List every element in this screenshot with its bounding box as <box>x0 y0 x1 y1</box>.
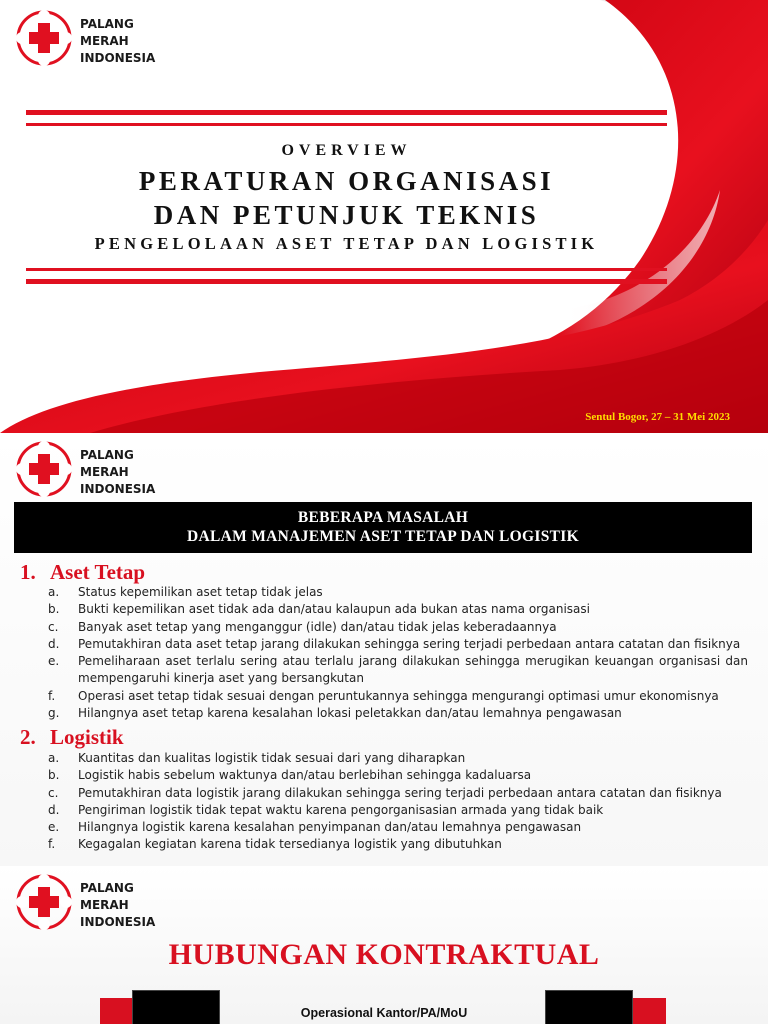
org-name-line: INDONESIA <box>80 51 156 65</box>
list-item <box>48 688 748 705</box>
org-name-line: MERAH <box>80 465 129 479</box>
list-item <box>48 584 748 601</box>
organization-name <box>80 441 155 498</box>
item-letter: g. <box>48 706 60 721</box>
organization-name <box>80 874 155 931</box>
section-heading-logistik <box>20 725 124 750</box>
item-text: Pemeliharaan aset terlalu sering atau terlalu jarang dilakukan sehingga merugikan keuangan organisasi dan mempengaruhi kinerja aset yang bersangkutan <box>78 654 748 686</box>
org-name-line: PALANG <box>80 881 134 895</box>
problems-slide <box>0 433 768 866</box>
item-text: Hilangnya aset tetap karena kesalahan lokasi peletakkan dan/atau lemahnya pengawasan <box>78 706 622 721</box>
subtitle: PENGELOLAAN ASET TETAP DAN LOGISTIK <box>94 234 599 253</box>
list-item <box>48 705 748 722</box>
item-letter: e. <box>48 820 60 835</box>
item-text: Banyak aset tetap yang menganggur (idle) dan/atau tidak jelas keberadaannya <box>78 619 557 634</box>
aset-tetap-list <box>48 584 748 722</box>
item-letter: d. <box>48 802 60 817</box>
item-text: Kegagalan kegiatan karena tidak tersedianya logistik yang dibutuhkan <box>78 837 502 852</box>
logistik-list <box>48 750 748 854</box>
cover-slide <box>0 0 768 433</box>
banner-line-2: DALAM MANAJEMEN ASET TETAP DAN LOGISTIK <box>187 528 579 545</box>
item-letter: a. <box>48 751 60 765</box>
org-name-line: PALANG <box>80 17 134 31</box>
section-number: 1. <box>20 560 36 584</box>
section-title: Logistik <box>50 725 124 749</box>
org-name-line: MERAH <box>80 898 129 912</box>
item-letter: e. <box>48 654 60 669</box>
list-item <box>48 653 748 688</box>
list-item <box>48 619 748 636</box>
pmi-logo <box>16 874 155 931</box>
item-letter: b. <box>48 602 60 617</box>
list-item <box>48 836 748 853</box>
red-cross-flower-icon <box>16 441 72 497</box>
item-text: Bukti kepemilikan aset tidak ada dan/atau kalaupun ada bukan atas nama organisasi <box>78 602 590 617</box>
list-item <box>48 767 748 784</box>
item-text: Operasi aset tetap tidak sesuai dengan peruntukannya sehingga mengurangi optimasi umur ekonomisnya <box>78 688 719 703</box>
item-letter: f. <box>48 837 56 852</box>
item-text: Pengiriman logistik tidak tepat waktu karena pengorganisasian armada yang tidak baik <box>78 802 604 817</box>
item-letter: c. <box>48 619 59 634</box>
pmi-logo <box>16 441 155 498</box>
list-item <box>48 601 748 618</box>
section-number: 2. <box>20 725 36 749</box>
list-item <box>48 750 748 767</box>
list-item <box>48 785 748 802</box>
item-letter: d. <box>48 636 60 651</box>
section-heading-aset-tetap <box>20 560 145 585</box>
item-text: Pemutakhiran data aset tetap jarang dilakukan sehingga sering terjadi perbedaan antara catatan dan fisiknya <box>78 636 741 651</box>
organization-name <box>80 10 155 67</box>
red-cross-flower-icon <box>16 10 72 66</box>
item-letter: f. <box>48 688 56 703</box>
list-item <box>48 819 748 836</box>
item-text: Hilangnya logistik karena kesalahan penyimpanan dan/atau lemahnya pengawasan <box>78 820 582 835</box>
divider-bottom-thin <box>26 268 667 271</box>
title-line-2: DAN PETUNJUK TEKNIS <box>153 200 540 230</box>
item-letter: c. <box>48 785 59 800</box>
item-text: Logistik habis sebelum waktunya dan/atau berlebihan sehingga kadaluarsa <box>78 768 532 783</box>
org-name-line: MERAH <box>80 34 129 48</box>
event-date-location: Sentul Bogor, 27 – 31 Mei 2023 <box>585 411 730 423</box>
item-letter: a. <box>48 585 60 599</box>
diagram-label: Operasional Kantor/PA/MoU <box>300 1006 468 1020</box>
section-title: Aset Tetap <box>50 560 146 584</box>
item-letter: b. <box>48 768 60 783</box>
pmi-logo <box>16 10 155 67</box>
org-name-line: INDONESIA <box>80 915 156 929</box>
section-banner <box>14 502 752 553</box>
org-name-line: INDONESIA <box>80 482 156 496</box>
item-text: Kuantitas dan kualitas logistik tidak sesuai dari yang diharapkan <box>78 751 466 765</box>
list-item <box>48 802 748 819</box>
list-item <box>48 636 748 653</box>
divider-top-thin <box>26 123 667 126</box>
item-text: Pemutakhiran data logistik jarang dilakukan sehingga sering terjadi perbedaan antara catatan dan fisiknya <box>78 785 722 800</box>
banner-line-1: BEBERAPA MASALAH <box>297 509 469 526</box>
overview-label: OVERVIEW <box>281 142 412 159</box>
item-text: Status kepemilikan aset tetap tidak jelas <box>78 585 323 599</box>
red-cross-flower-icon <box>16 874 72 930</box>
contractual-slide <box>0 866 768 1024</box>
org-name-line: PALANG <box>80 448 134 462</box>
title-line-1: PERATURAN ORGANISASI <box>138 166 555 196</box>
divider-bottom-thick <box>26 279 667 284</box>
slide-title: HUBUNGAN KONTRAKTUAL <box>168 938 600 971</box>
divider-top-thick <box>26 110 667 115</box>
